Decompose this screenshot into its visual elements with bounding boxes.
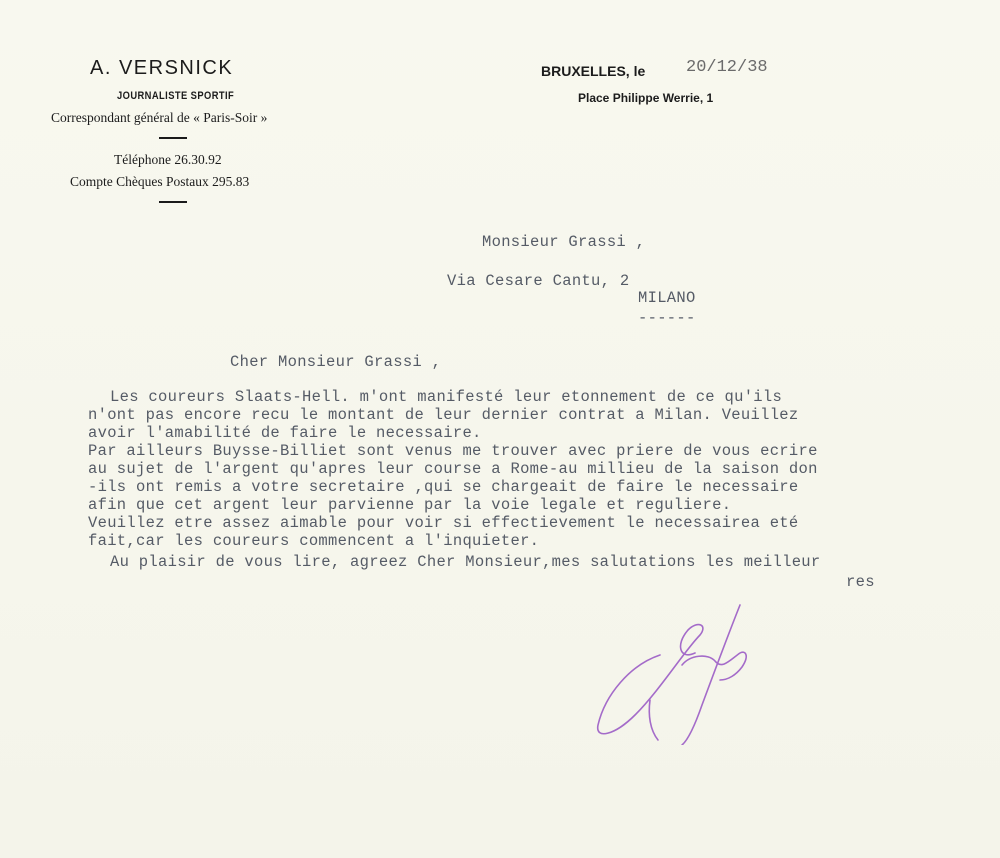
body-line: fait,car les coureurs commencent a l'inquieter. bbox=[88, 532, 540, 550]
recipient-name: Monsieur Grassi , bbox=[482, 233, 646, 251]
sender-correspondent: Correspondant général de « Paris-Soir » bbox=[51, 110, 268, 125]
body-line: Les coureurs Slaats-Hell. m'ont manifesté leur etonnement de ce qu'ils bbox=[110, 388, 783, 406]
signature-stroke bbox=[649, 700, 658, 740]
body-line: Par ailleurs Buysse-Billiet sont venus me trouver avec priere de vous ecrire bbox=[88, 442, 818, 460]
sender-cheques: Compte Chèques Postaux 295.83 bbox=[70, 174, 250, 189]
sender-address: Place Philippe Werrie, 1 bbox=[578, 91, 714, 105]
sender-name: A. VERSNICK bbox=[90, 57, 234, 79]
signature-stroke bbox=[598, 625, 703, 734]
salutation: Cher Monsieur Grassi , bbox=[230, 353, 442, 371]
body-line: res bbox=[846, 573, 875, 591]
body-line: afin que cet argent leur parvienne par la voie legale et reguliere. bbox=[88, 496, 732, 514]
body-line: avoir l'amabilité de faire le necessaire. bbox=[88, 424, 482, 442]
letter-date: 20/12/38 bbox=[686, 58, 768, 77]
letter-city: BRUXELLES, le bbox=[541, 63, 646, 79]
letterhead-divider-bottom bbox=[159, 201, 187, 203]
recipient-city: MILANO bbox=[638, 289, 696, 307]
signature-stroke bbox=[682, 605, 740, 745]
signature-stroke bbox=[682, 652, 746, 680]
body-line: au sujet de l'argent qu'apres leur course a Rome-au millieu de la saison don bbox=[88, 460, 818, 478]
body-line: n'ont pas encore recu le montant de leur dernier contrat a Milan. Veuillez bbox=[88, 406, 799, 424]
body-line: Veuillez etre assez aimable pour voir si effectievement le necessairea eté bbox=[88, 514, 799, 532]
recipient-underline: ------ bbox=[638, 309, 696, 327]
sender-telephone: Téléphone 26.30.92 bbox=[114, 152, 222, 167]
body-line: -ils ont remis a votre secretaire ,qui se chargeait de faire le necessaire bbox=[88, 478, 799, 496]
letterhead-divider bbox=[159, 137, 187, 139]
sender-role: JOURNALISTE SPORTIF bbox=[117, 90, 235, 102]
body-line: Au plaisir de vous lire, agreez Cher Monsieur,mes salutations les meilleur bbox=[110, 553, 821, 571]
handwritten-signature bbox=[590, 595, 770, 745]
recipient-street: Via Cesare Cantu, 2 bbox=[447, 272, 630, 290]
